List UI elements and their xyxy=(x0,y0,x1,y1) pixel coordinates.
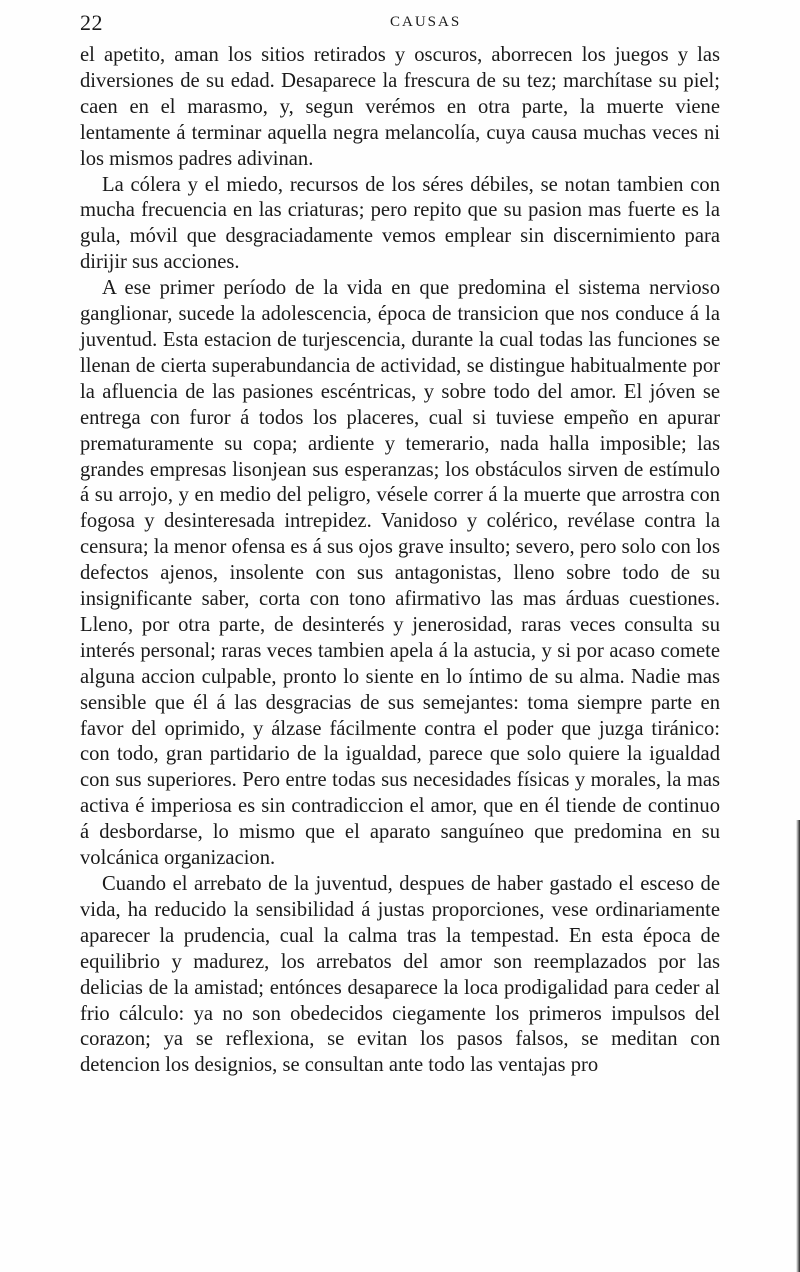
paragraph: Cuando el arrebato de la juventud, despues de haber gastado el esceso de vida, ha reducido la sensibilidad á justas proporciones, vese ordinariamente aparecer la prudencia, cual la calma tras la tempestad. En esta época de equilibrio y madurez, los arrebatos del amor son reemplazados por las delicias de la amistad; entónces desaparece la loca prodigalidad para ceder al frio cálculo: ya no son obedecidos ciegamente los primeros impulsos del corazon; ya se reflexiona, se evitan los pasos falsos, se meditan con detencion los designios, se consultan ante todo las ventajas pro xyxy=(80,873,720,1077)
running-head: CAUSAS xyxy=(390,14,462,30)
paragraph: A ese primer período de la vida en que predomina el sistema nervioso ganglionar, sucede la adolescencia, época de transicion que nos conduce á la juventud. Esta estacion de turjescencia, durante la cual todas las funciones se llenan de cierta superabundancia de actividad, se distingue habitualmente por la afluencia de las pasiones escéntricas, y sobre todo del amor. El jóven se entrega con furor á todos los placeres, cual si tuviese empeño en apurar prematuramente su copa; ardiente y temerario, nada halla imposible; las grandes empresas lisonjean sus esperanzas; los obstáculos sirven de estímulo á su arrojo, y en medio del peligro, vésele correr á la muerte que arrostra con fogosa y desinteresada intrepidez. Vanidoso y colérico, revélase contra la censura; la menor ofensa es á sus ojos grave insulto; severo, pero solo con los defectos ajenos, insolente con sus antagonistas, lleno sobre todo de su insignificante saber, corta con tono afirmativo las mas árduas cuestiones. Lleno, por otra parte, de desinterés y jenerosidad, raras veces consulta su interés personal; raras veces tambien apela á la astucia, y si por acaso comete alguna accion culpable, pronto lo siente en lo íntimo de su alma. Nadie mas sensible que él á las desgracias de sus semejantes: toma siempre parte en favor del oprimido, y álzase fácilmente contra el poder que juzga tiránico: con todo, gran partidario de la igualdad, parece que solo quiere la igualdad con sus superiores. Pero entre todas sus necesidades físicas y morales, la mas activa é imperiosa es sin contradiccion el amor, que en él tiende de continuo á desbordarse, lo mismo que el aparato sanguíneo que predomina en su volcánica organizacion. xyxy=(80,277,720,870)
body-text xyxy=(80,43,720,1079)
paragraph: La cólera y el miedo, recursos de los séres débiles, se notan tambien con mucha frecuencia en las criaturas; pero repito que su pasion mas fuerte es la gula, móvil que desgraciadamente vemos emplear sin discernimiento para dirijir sus acciones. xyxy=(80,173,720,274)
page-edge-shadow xyxy=(796,820,800,1272)
page-header xyxy=(80,10,720,40)
paragraph-continued: el apetito, aman los sitios retirados y oscuros, aborrecen los juegos y las diversiones de su edad. Desaparece la frescura de su tez; marchítase su piel; caen en el marasmo, y, segun verémos en otra parte, la muerte viene lentamente á terminar aquella negra melancolía, cuya causa muchas veces ni los mismos padres adivinan. xyxy=(80,44,720,170)
page-number: 22 xyxy=(80,10,103,35)
